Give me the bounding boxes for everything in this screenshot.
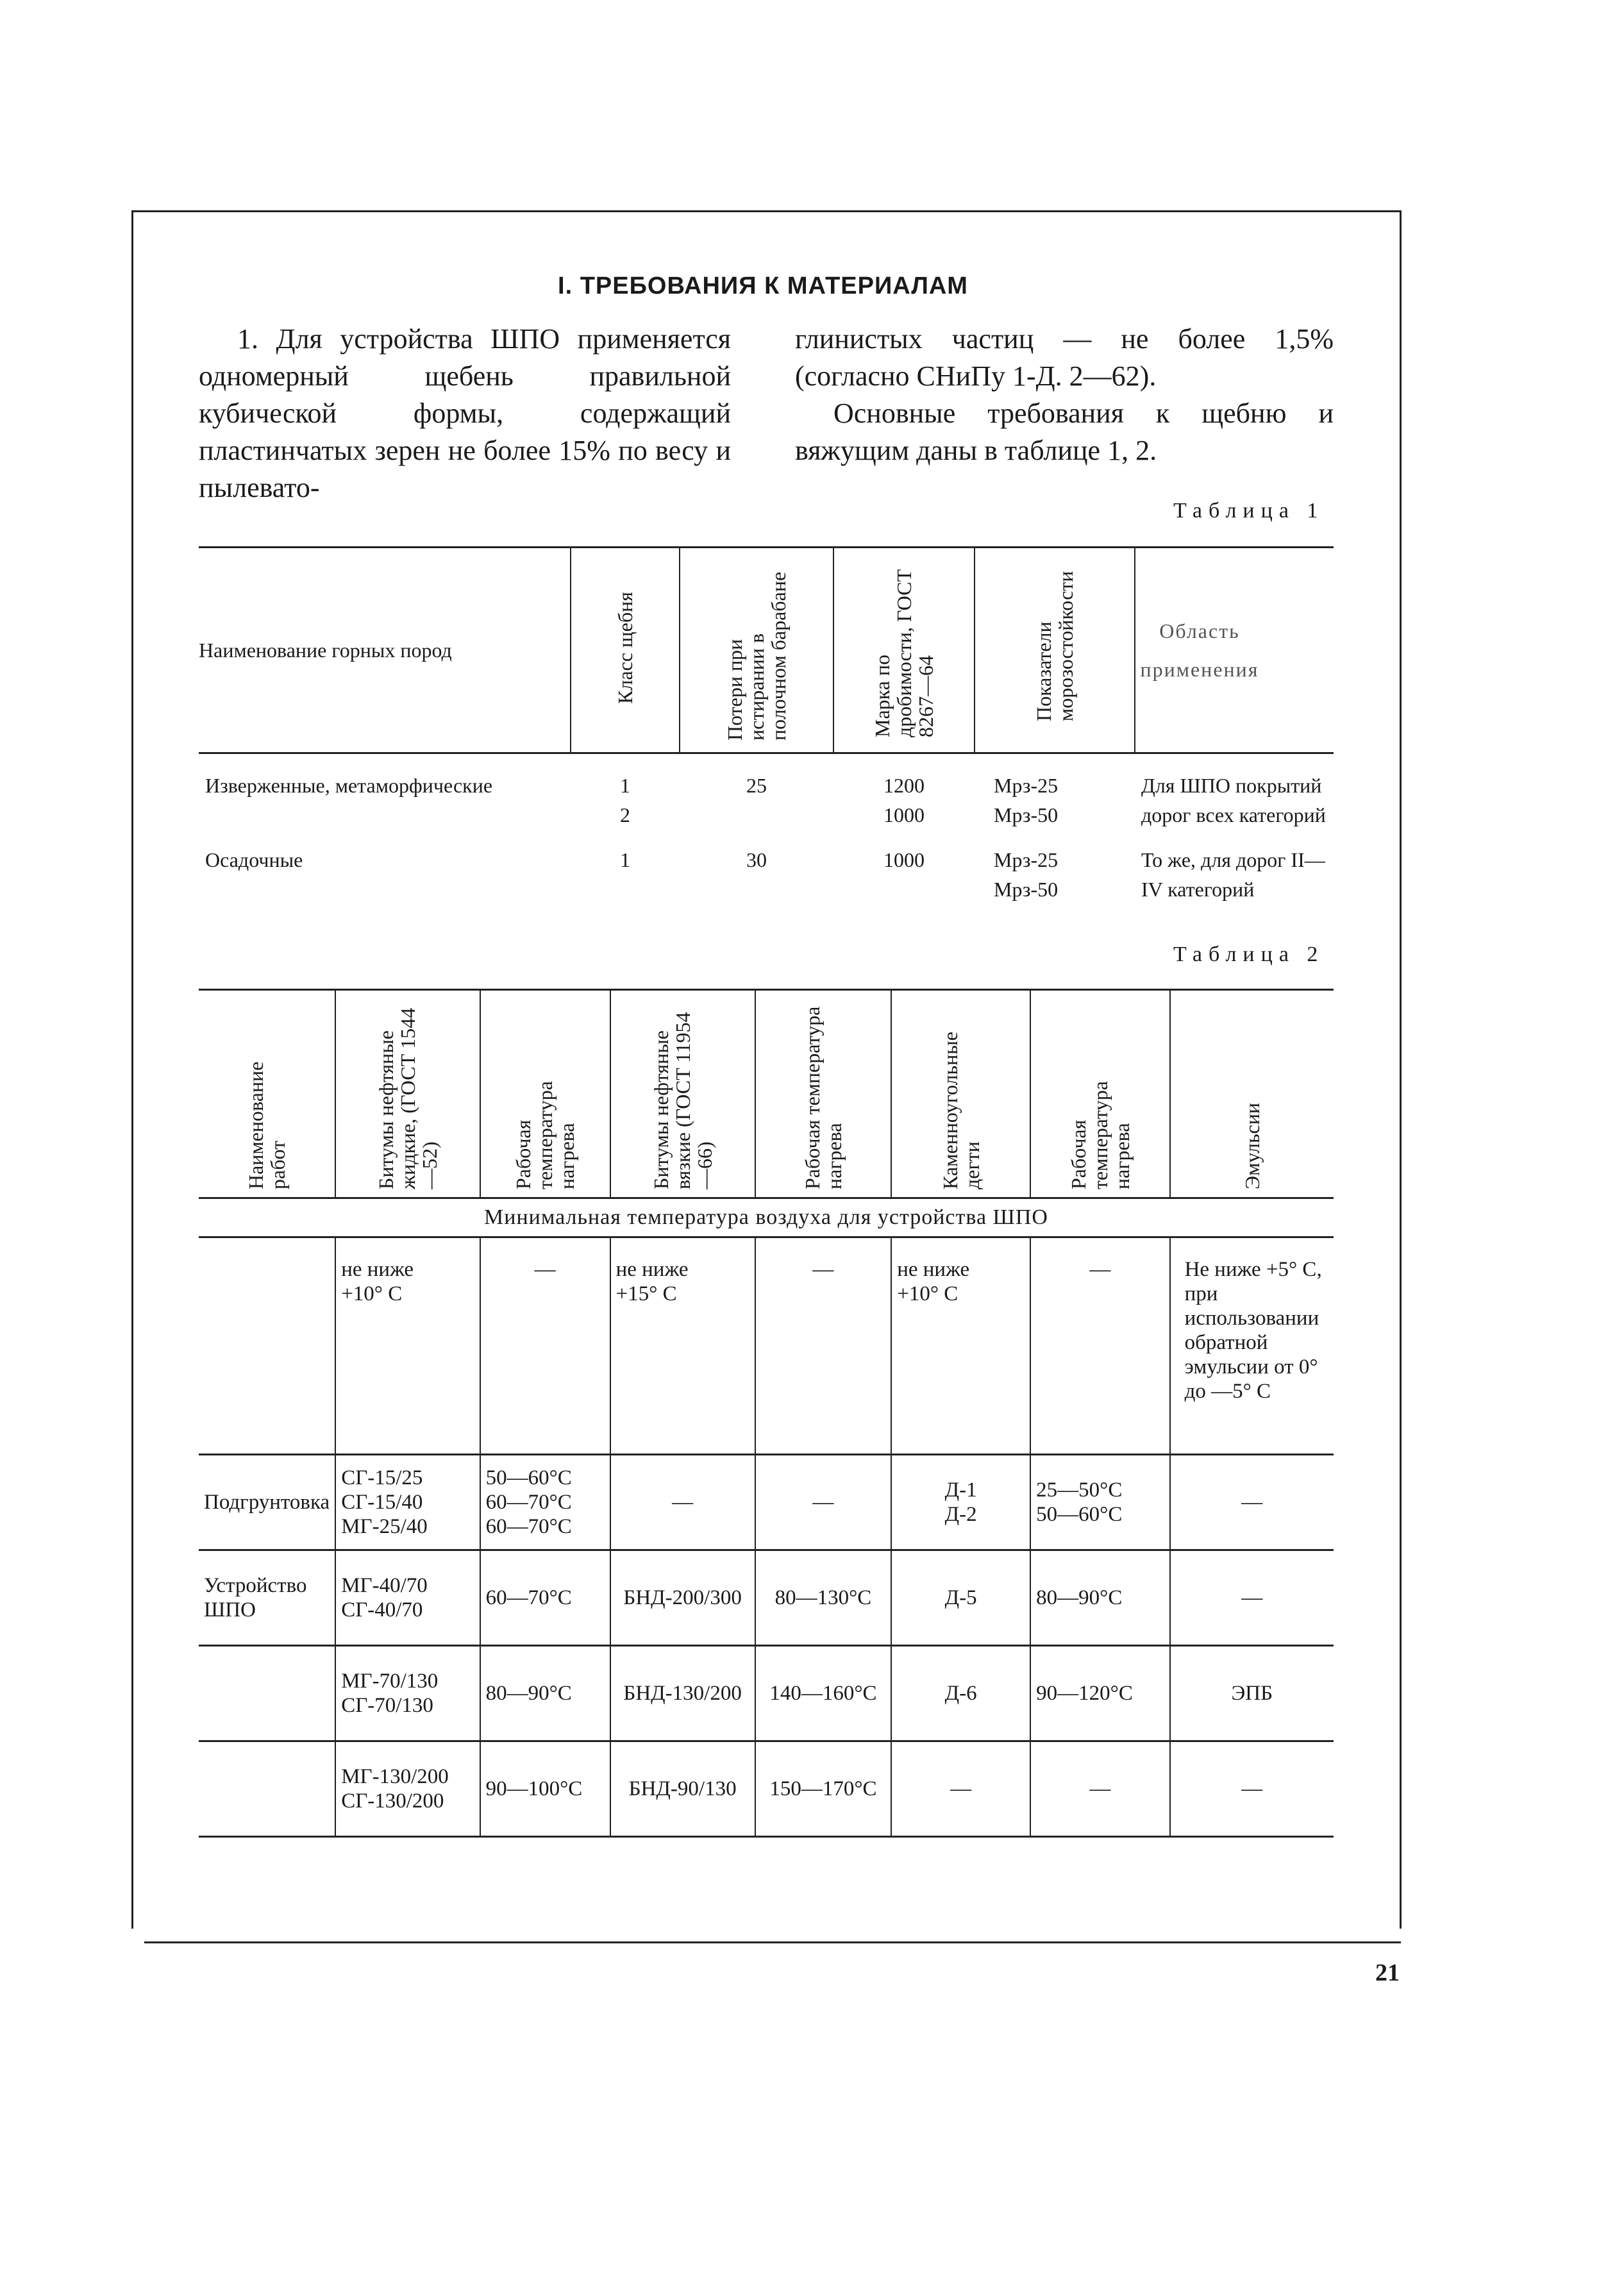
t2-cell-bit-liquid: МГ-40/70 СГ-40/70	[335, 1550, 480, 1646]
t1-header-mark-text: Марка по дробимости, ГОСТ 8267—64	[871, 569, 937, 737]
t2-cell-temp3: 80—90°С	[1030, 1550, 1169, 1646]
table-row	[199, 753, 1334, 834]
t2-header-bit-viscous	[610, 990, 755, 1198]
t2-header-bit-liquid	[335, 990, 480, 1198]
intro-right-text-1: глинистых частиц — не более 1,5% (согласно СНиПу 1-Д. 2—62).	[795, 323, 1334, 392]
t1-header-mark	[833, 548, 975, 753]
frame-top-line	[131, 210, 1401, 212]
t1-cell-klass: 1	[620, 848, 630, 871]
t2-header-temp3	[1030, 990, 1169, 1198]
t1-header-area-text: Область применения	[1140, 619, 1259, 681]
t2-cell-bit-liquid: СГ-15/25 СГ-15/40 МГ-25/40	[335, 1455, 480, 1550]
table2-header-row	[199, 990, 1334, 1198]
t2-band-text: Минимальная температура воздуха для устройства ШПО	[199, 1198, 1334, 1237]
t2-header-emulsion	[1170, 990, 1334, 1198]
t2-cell-tar: —	[891, 1741, 1030, 1837]
table-row	[199, 1550, 1334, 1646]
t2-cell-bit-viscous: БНД-90/130	[610, 1741, 755, 1837]
t1-cell-mark: 1200 1000	[883, 774, 925, 826]
section-title: I. ТРЕБОВАНИЯ К МАТЕРИАЛАМ	[558, 272, 968, 299]
t2-header-bit-viscous-text: Битумы нефтяные вязкие (ГОСТ 11954—66)	[649, 1012, 716, 1189]
t1-cell-area: То же, для дорог II—IV категорий	[1141, 848, 1325, 901]
t2-header-temp2	[755, 990, 892, 1198]
t2-cell-work	[199, 1646, 335, 1741]
t1-cell-frost: Мрз-25 Мрз-50	[994, 848, 1059, 901]
t1-header-loss-text: Потери при истирании в полочном барабане	[723, 571, 790, 741]
t1-header-area	[1135, 548, 1334, 753]
table-row	[199, 1646, 1334, 1741]
t2-header-tar-text: Каменноугольные дегти	[938, 1032, 984, 1189]
t2-cell-emulsion: ЭПБ	[1170, 1646, 1334, 1741]
t2-cell-temp3: —	[1030, 1741, 1169, 1837]
t1-cell-frost: Мрз-25 Мрз-50	[994, 774, 1059, 826]
t2-cell-bit-viscous: —	[610, 1455, 755, 1550]
t2-cell-emulsion: —	[1170, 1455, 1334, 1550]
t2-cell-bit-liquid: не ниже +10° С	[335, 1237, 480, 1455]
table-row	[199, 1455, 1334, 1550]
frame-right-line	[1400, 210, 1402, 1929]
table2	[199, 989, 1334, 1838]
t2-cell-temp2: —	[755, 1455, 892, 1550]
t2-cell-temp2: —	[755, 1237, 892, 1455]
t1-cell-name: Осадочные	[205, 848, 303, 871]
t2-cell-work	[199, 1237, 335, 1455]
t1-header-name-text: Наименование горных пород	[199, 638, 452, 662]
t2-cell-bit-viscous: БНД-200/300	[610, 1550, 755, 1646]
table-row	[199, 834, 1334, 908]
t2-cell-temp1: 80—90°С	[480, 1646, 610, 1741]
table1	[199, 546, 1334, 908]
frame-left-line	[131, 210, 133, 1929]
t1-cell-loss: 30	[746, 848, 767, 871]
table1-caption: Таблица 1	[1173, 499, 1325, 523]
intro-right-text-2: Основные требования к щебню и вяжущим даны в таблице 1, 2.	[795, 398, 1334, 466]
t2-cell-emulsion: Не ниже +5° С, при использовании обратной эмульсии от 0° до —5° С	[1170, 1237, 1334, 1455]
t2-header-temp2-text: Рабочая температура нагрева	[800, 1006, 846, 1189]
t2-cell-bit-liquid: МГ-70/130 СГ-70/130	[335, 1646, 480, 1741]
t2-cell-bit-viscous: не ниже +15° С	[610, 1237, 755, 1455]
t2-cell-work: Подгрунтовка	[199, 1455, 335, 1550]
t1-header-name	[199, 548, 571, 753]
t1-cell-loss: 25	[746, 774, 767, 797]
t2-header-work-text: Наименование работ	[244, 1061, 290, 1189]
t2-cell-bit-viscous: БНД-130/200	[610, 1646, 755, 1741]
intro-right-column	[795, 321, 1334, 469]
t2-cell-temp3: —	[1030, 1237, 1169, 1455]
t1-header-loss	[680, 548, 833, 753]
t2-header-temp3-text: Рабочая температура нагрева	[1066, 1081, 1134, 1189]
table1-header-row	[199, 548, 1334, 753]
t1-cell-name: Изверженные, метаморфические	[205, 774, 493, 797]
t2-cell-tar: Д-1 Д-2	[891, 1455, 1030, 1550]
frame-bottom-line	[144, 1941, 1401, 1943]
t2-header-bit-liquid-text: Битумы нефтяные жидкие, (ГОСТ 1544—52)	[374, 1007, 441, 1189]
t2-header-tar	[891, 990, 1030, 1198]
t2-cell-temp1: 90—100°С	[480, 1741, 610, 1837]
t2-cell-bit-liquid: МГ-130/200 СГ-130/200	[335, 1741, 480, 1837]
t2-cell-temp3: 25—50°С 50—60°С	[1030, 1455, 1169, 1550]
t1-header-klass	[571, 548, 680, 753]
t2-cell-tar: не ниже +10° С	[891, 1237, 1030, 1455]
intro-left-column	[199, 321, 731, 507]
t2-cell-temp2: 150—170°С	[755, 1741, 892, 1837]
t2-cell-tar: Д-5	[891, 1550, 1030, 1646]
page-number: 21	[1375, 1959, 1400, 1986]
t2-cell-work	[199, 1741, 335, 1837]
t1-header-frost	[975, 548, 1135, 753]
t2-cell-emulsion: —	[1170, 1550, 1334, 1646]
t2-header-emulsion-text: Эмульсии	[1240, 1103, 1264, 1189]
t1-header-frost-text: Показатели морозостойкости	[1032, 571, 1077, 721]
t2-cell-temp1: 60—70°С	[480, 1550, 610, 1646]
table2-caption: Таблица 2	[1173, 943, 1325, 966]
table2-band-row	[199, 1198, 1334, 1237]
intro-left-text: 1. Для устройства ШПО применяется одномерный щебень правильной кубической формы, содержащий пластинчатых зерен не более 15% по весу и пылевато-	[199, 323, 731, 503]
t2-header-work	[199, 990, 335, 1198]
t1-cell-area: Для ШПО покрытий дорог всех категорий	[1141, 774, 1326, 826]
t2-header-temp1	[480, 990, 610, 1198]
t2-header-temp1-text: Рабочая температура нагрева	[512, 1081, 579, 1189]
table-row	[199, 1237, 1334, 1455]
table-row	[199, 1741, 1334, 1837]
t2-cell-temp1: 50—60°С 60—70°С 60—70°С	[480, 1455, 610, 1550]
t2-cell-temp2: 80—130°С	[755, 1550, 892, 1646]
t2-cell-temp1: —	[480, 1237, 610, 1455]
t2-cell-emulsion: —	[1170, 1741, 1334, 1837]
t2-cell-work: Устройство ШПО	[199, 1550, 335, 1646]
t2-cell-temp2: 140—160°С	[755, 1646, 892, 1741]
t1-cell-mark: 1000	[883, 848, 925, 871]
t2-cell-tar: Д-6	[891, 1646, 1030, 1741]
t1-header-klass-text: Класс щебня	[614, 591, 637, 704]
t2-cell-temp3: 90—120°С	[1030, 1646, 1169, 1741]
t1-cell-klass: 1 2	[620, 774, 630, 826]
